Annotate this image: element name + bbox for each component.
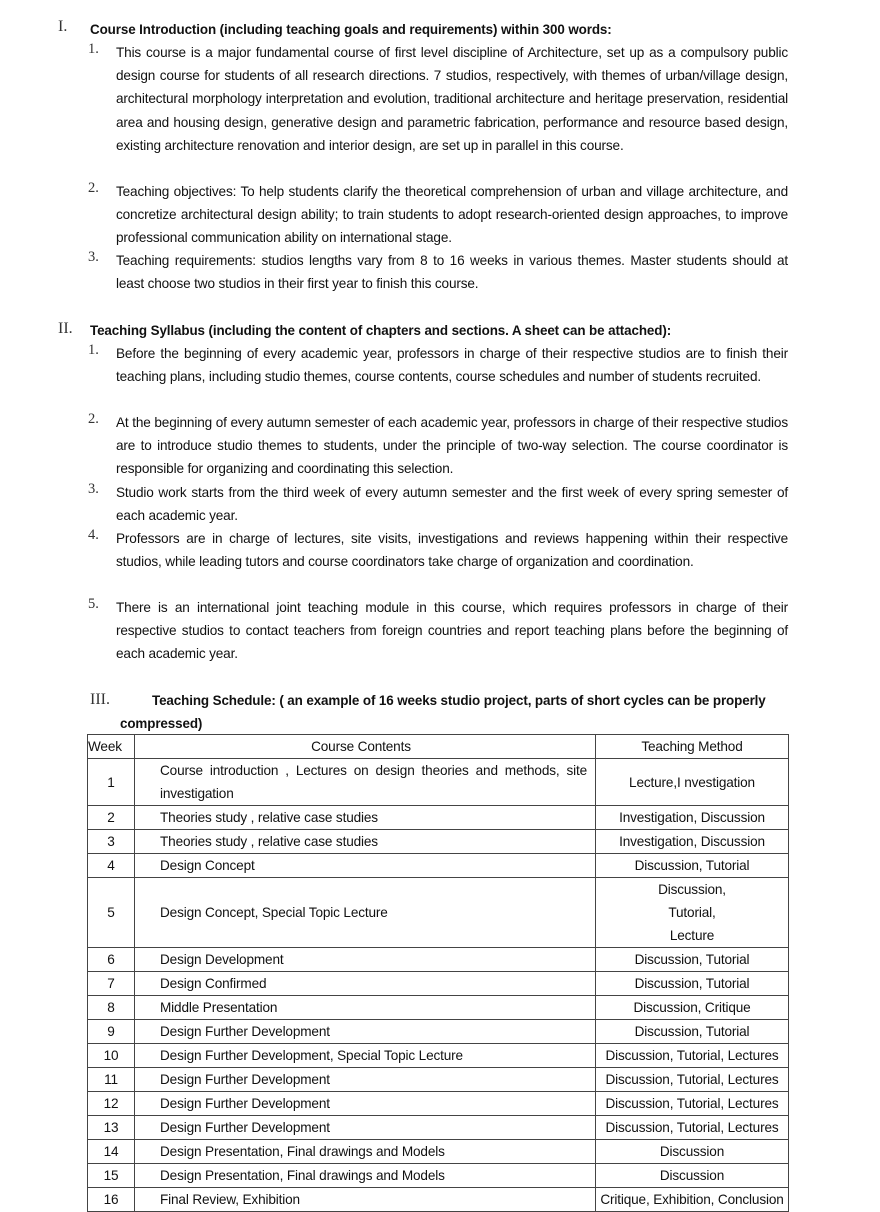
course-contents-cell: Design Confirmed [135,972,596,996]
table-row [88,1188,789,1212]
table-row [88,759,789,806]
list-item-number: 2. [88,411,99,427]
week-cell: 16 [88,1188,135,1212]
week-cell: 14 [88,1140,135,1164]
course-contents-cell: Design Concept [135,854,596,878]
course-contents-cell: Theories study , relative case studies [135,806,596,830]
week-cell: 13 [88,1116,135,1140]
week-cell: 8 [88,996,135,1020]
list-item [88,41,788,157]
table-row [88,1116,789,1140]
list-item [88,596,788,666]
table-row [88,1020,789,1044]
list-item-text: Professors are in charge of lectures, site visits, investigations and reviews happening within their respective studios, while leading tutors and course coordinators take charge of organization and coordination. [116,531,788,570]
teaching-method-cell: Discussion, Tutorial, Lecture [596,878,789,948]
list-item-number: 3. [88,249,99,265]
teaching-method-cell: Discussion, Tutorial [596,972,789,996]
teaching-method-cell: Discussion, Tutorial, Lectures [596,1068,789,1092]
header-course-contents: Course Contents [135,735,596,759]
section-1-title: Course Introduction (including teaching goals and requirements) within 300 words: [90,22,612,37]
week-cell: 2 [88,806,135,830]
teaching-method-cell: Discussion [596,1164,789,1188]
course-contents-cell: Design Further Development [135,1068,596,1092]
table-row [88,996,789,1020]
list-item [88,342,788,388]
list-item-number: 2. [88,180,99,196]
list-item-number: 4. [88,527,99,543]
course-contents-cell: Final Review, Exhibition [135,1188,596,1212]
course-contents-cell: Design Presentation, Final drawings and Models [135,1164,596,1188]
table-row [88,1140,789,1164]
list-item [88,527,788,573]
section-3-title-line1: Teaching Schedule: ( an example of 16 weeks studio project, parts of short cycles can be properly [152,693,766,708]
week-cell: 6 [88,948,135,972]
course-contents-cell: Design Concept, Special Topic Lecture [135,878,596,948]
teaching-method-cell: Discussion, Critique [596,996,789,1020]
section-3-numeral: III. [90,691,110,708]
course-contents-cell: Design Further Development [135,1020,596,1044]
course-contents-cell: Middle Presentation [135,996,596,1020]
table-row [88,948,789,972]
course-contents-cell: Course introduction , Lectures on design theories and methods, site investigation [135,759,596,806]
list-item-text: Teaching objectives: To help students clarify the theoretical comprehension of urban and village architecture, and concretize architectural design ability; to train students to adopt research-oriented design approaches, to improve professional communication ability on international stage. [116,184,788,246]
list-item-number: 1. [88,342,99,358]
list-item-text: This course is a major fundamental course of first level discipline of Architecture, set up as a compulsory public design course for students of all research directions. 7 studios, respectively, with themes of urban/village design, architectural morphology interpretation and evolution, traditional architecture and heritage preservation, residential area and housing design, generative design and parametric fabrication, performance and resource based design, existing architecture renovation and interior design, are set up in parallel in this course. [116,45,788,153]
teaching-method-cell: Discussion, Tutorial, Lectures [596,1044,789,1068]
list-item-number: 1. [88,41,99,57]
table-row [88,1092,789,1116]
table-row [88,1164,789,1188]
week-cell: 5 [88,878,135,948]
week-cell: 15 [88,1164,135,1188]
table-row [88,854,789,878]
list-item-text: Before the beginning of every academic year, professors in charge of their respective studios are to finish their teaching plans, including studio themes, course contents, course schedules and number of students recruited. [116,346,788,385]
table-row [88,830,789,854]
teaching-schedule-table [87,734,789,1212]
teaching-method-cell: Discussion, Tutorial, Lectures [596,1092,789,1116]
course-contents-cell: Design Development [135,948,596,972]
week-cell: 3 [88,830,135,854]
section-3-title-line2: compressed) [120,716,203,731]
list-item-number: 3. [88,481,99,497]
section-2-numeral: II. [58,320,73,337]
table-row [88,878,789,948]
table-row [88,972,789,996]
teaching-method-cell: Discussion, Tutorial [596,854,789,878]
table-header-row [88,735,789,759]
list-item [88,411,788,481]
week-cell: 4 [88,854,135,878]
table-row [88,1044,789,1068]
course-contents-cell: Design Further Development [135,1092,596,1116]
header-teaching-method: Teaching Method [596,735,789,759]
week-cell: 10 [88,1044,135,1068]
teaching-method-cell: Discussion, Tutorial, Lectures [596,1116,789,1140]
course-contents-cell: Theories study , relative case studies [135,830,596,854]
section-2-title: Teaching Syllabus (including the content of chapters and sections. A sheet can be attached): [90,323,672,338]
week-cell: 1 [88,759,135,806]
week-cell: 9 [88,1020,135,1044]
list-item [88,249,788,295]
table-row [88,1068,789,1092]
week-cell: 11 [88,1068,135,1092]
list-item [88,481,788,527]
list-item-text: At the beginning of every autumn semester of each academic year, professors in charge of their respective studios are to introduce studio themes to students, under the principle of two-way selection. The course coordinator is responsible for organizing and coordinating this selection. [116,415,788,477]
header-week: Week [88,735,135,759]
list-item-text: Teaching requirements: studios lengths vary from 8 to 16 weeks in various themes. Master students should at least choose two studios in their first year to finish this course. [116,253,788,292]
list-item-text: Studio work starts from the third week of every autumn semester and the first week of every spring semester of each academic year. [116,485,788,524]
teaching-method-cell: Discussion, Tutorial [596,948,789,972]
table-row [88,806,789,830]
list-item-number: 5. [88,596,99,612]
teaching-method-cell: Discussion, Tutorial [596,1020,789,1044]
section-1-numeral: I. [58,18,68,35]
teaching-method-cell: Discussion [596,1140,789,1164]
table-body [88,759,789,1212]
course-contents-cell: Design Presentation, Final drawings and Models [135,1140,596,1164]
teaching-method-cell: Investigation, Discussion [596,830,789,854]
course-contents-cell: Design Further Development, Special Topic Lecture [135,1044,596,1068]
list-item [88,180,788,250]
list-item-text: There is an international joint teaching module in this course, which requires professors in charge of their respective studios to contact teachers from foreign countries and report teaching plans before the beginning of each academic year. [116,600,788,662]
teaching-method-cell: Investigation, Discussion [596,806,789,830]
course-contents-cell: Design Further Development [135,1116,596,1140]
teaching-method-cell: Lecture,I nvestigation [596,759,789,806]
teaching-method-cell: Critique, Exhibition, Conclusion [596,1188,789,1212]
week-cell: 12 [88,1092,135,1116]
week-cell: 7 [88,972,135,996]
